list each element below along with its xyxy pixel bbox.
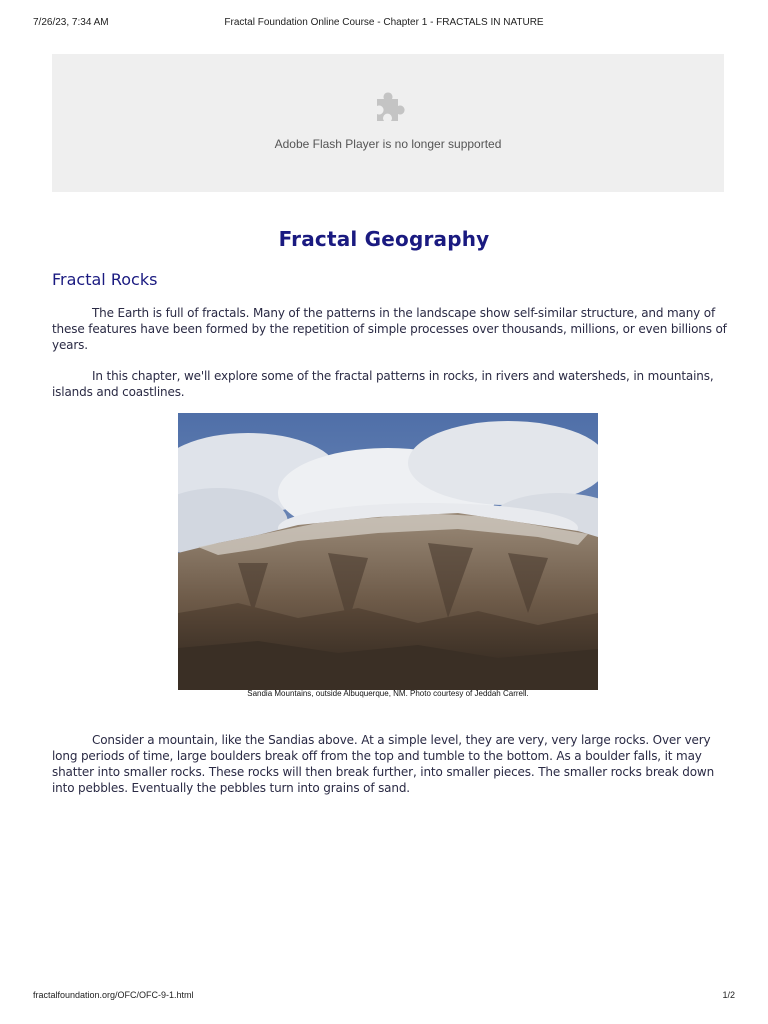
- mountain-paragraph: Consider a mountain, like the Sandias above. At a simple level, they are very, very large rocks. Over very long periods of time, large boulders break off from the top and tumble to the bottom. As a boulder falls, it may shatter into smaller rocks. These rocks will then break further, into smaller pieces. The smaller rocks break down into pebbles. Eventually the pebbles turn into grains of sand.: [52, 733, 715, 795]
- print-header: [33, 17, 735, 31]
- print-document-title: Fractal Foundation Online Course - Chapter 1 - FRACTALS IN NATURE: [224, 17, 544, 28]
- print-date: 7/26/23, 7:34 AM: [33, 17, 109, 28]
- page-url: fractalfoundation.org/OFC/OFC-9-1.html: [33, 990, 194, 1000]
- page-number: 1/2: [722, 990, 735, 1000]
- page-title: Fractal Geography: [278, 227, 490, 251]
- print-footer: [33, 990, 735, 1002]
- puzzle-piece-icon: [368, 87, 408, 127]
- section-title: Fractal Rocks: [52, 270, 158, 289]
- chapter-overview-paragraph: In this chapter, we'll explore some of the fractal patterns in rocks, in rivers and watersheds, in mountains, islands and coastlines.: [52, 369, 714, 399]
- intro-paragraph: The Earth is full of fractals. Many of the patterns in the landscape show self-similar structure, and many of these features have been formed by the repetition of simple processes over thousands, millions, or even billions of years.: [52, 306, 727, 352]
- flash-unsupported-message: Adobe Flash Player is no longer supported: [274, 137, 502, 151]
- photo-caption: Sandia Mountains, outside Albuquerque, NM. Photo courtesy of Jeddah Carrell.: [247, 689, 529, 698]
- flash-player-placeholder[interactable]: [52, 54, 724, 192]
- sandia-mountains-photo: [178, 413, 598, 690]
